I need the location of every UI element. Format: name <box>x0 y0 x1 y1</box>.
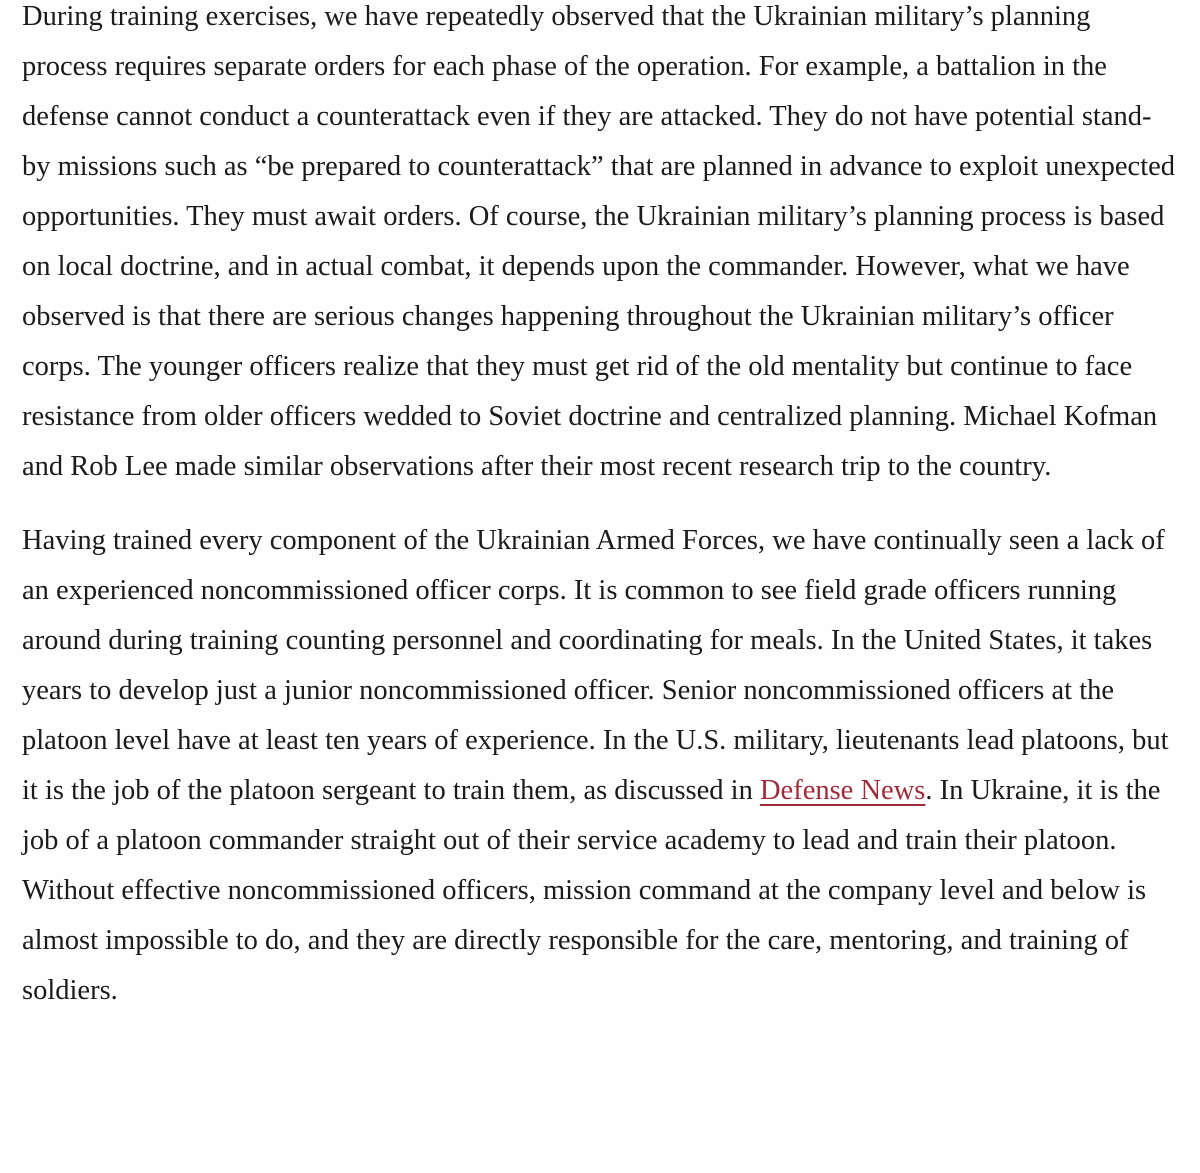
defense-news-link[interactable]: Defense News <box>759 775 926 806</box>
paragraph-nco-text-after: . In Ukraine, it is the job of a platoon commander straight out of their service academy to lead and train their platoon. Without effective noncommissioned officers, mission command at the company level and below is almost impossible to do, and they are directly responsible for the care, mentoring, and training of soldiers. <box>22 775 1161 1006</box>
paragraph-training-exercises: During training exercises, we have repeatedly observed that the Ukrainian military’s planning process requires separate orders for each phase of the operation. For example, a battalion in the defense cannot conduct a counterattack even if they are attacked. They do not have potential stand-by missions such as “be prepared to counterattack” that are planned in advance to exploit unexpected opportunities. They must await orders. Of course, the Ukrainian military’s planning process is based on local doctrine, and in actual combat, it depends upon the commander. However, what we have observed is that there are serious changes happening throughout the Ukrainian military’s officer corps. The younger officers realize that they must get rid of the old mentality but continue to face resistance from older officers wedded to Soviet doctrine and centralized planning. Michael Kofman and Rob Lee made similar observations after their most recent research trip to the country. <box>22 1 1176 482</box>
paragraph-nco-text-before: Having trained every component of the Ukrainian Armed Forces, we have continually seen a lack of an experienced noncommissioned officer corps. It is common to see field grade officers running around during training counting personnel and coordinating for meals. In the United States, it takes years to develop just a junior noncommissioned officer. Senior noncommissioned officers at the platoon level have at least ten years of experience. In the U.S. military, lieutenants lead platoons, but it is the job of the platoon sergeant to train them, as discussed in <box>22 525 1169 806</box>
paragraph-nco-corps <box>22 516 1178 1016</box>
